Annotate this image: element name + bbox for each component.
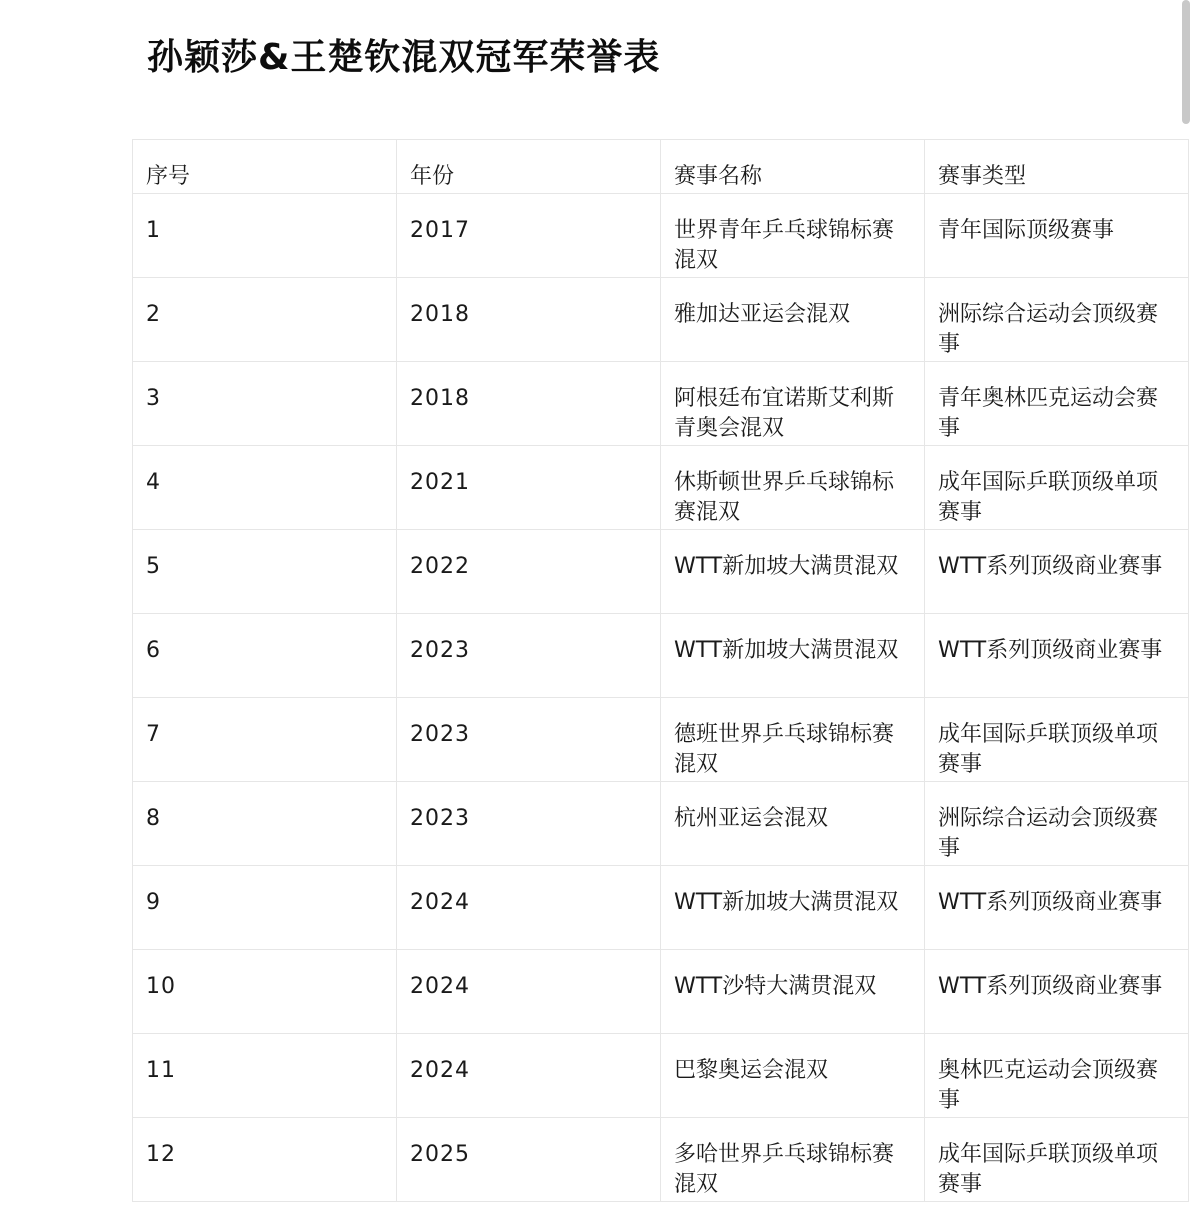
table-row (133, 194, 1189, 278)
cell-event-name: 世界青年乒乓球锦标赛混双 (661, 194, 925, 278)
cell-event-name: 雅加达亚运会混双 (661, 278, 925, 362)
scrollbar-thumb[interactable] (1182, 0, 1190, 124)
cell-year: 2024 (397, 950, 661, 1034)
cell-event-type: 青年奥林匹克运动会赛事 (925, 362, 1189, 446)
table-row (133, 614, 1189, 698)
cell-index: 6 (133, 614, 397, 698)
cell-event-type: 洲际综合运动会顶级赛事 (925, 782, 1189, 866)
cell-index: 1 (133, 194, 397, 278)
cell-event-name: WTT新加坡大满贯混双 (661, 614, 925, 698)
header-event-type: 赛事类型 (925, 140, 1189, 194)
cell-index: 7 (133, 698, 397, 782)
table-row (133, 866, 1189, 950)
cell-event-type: 成年国际乒联顶级单项赛事 (925, 698, 1189, 782)
cell-event-type: WTT系列顶级商业赛事 (925, 950, 1189, 1034)
cell-event-type: WTT系列顶级商业赛事 (925, 530, 1189, 614)
cell-event-name: WTT新加坡大满贯混双 (661, 866, 925, 950)
table-row (133, 950, 1189, 1034)
table-row (133, 782, 1189, 866)
cell-year: 2025 (397, 1118, 661, 1202)
cell-event-name: 杭州亚运会混双 (661, 782, 925, 866)
cell-event-type: 成年国际乒联顶级单项赛事 (925, 446, 1189, 530)
cell-event-type: WTT系列顶级商业赛事 (925, 614, 1189, 698)
cell-event-type: 青年国际顶级赛事 (925, 194, 1189, 278)
table-row (133, 278, 1189, 362)
table-row (133, 698, 1189, 782)
table-row (133, 362, 1189, 446)
cell-index: 3 (133, 362, 397, 446)
cell-event-name: 多哈世界乒乓球锦标赛混双 (661, 1118, 925, 1202)
cell-index: 5 (133, 530, 397, 614)
header-event-name: 赛事名称 (661, 140, 925, 194)
cell-year: 2018 (397, 362, 661, 446)
cell-event-type: 成年国际乒联顶级单项赛事 (925, 1118, 1189, 1202)
cell-index: 2 (133, 278, 397, 362)
cell-index: 12 (133, 1118, 397, 1202)
cell-year: 2023 (397, 698, 661, 782)
cell-year: 2023 (397, 614, 661, 698)
honors-table (132, 139, 1189, 1202)
table-row (133, 446, 1189, 530)
cell-event-type: 奥林匹克运动会顶级赛事 (925, 1034, 1189, 1118)
cell-event-name: 德班世界乒乓球锦标赛混双 (661, 698, 925, 782)
cell-year: 2018 (397, 278, 661, 362)
header-index: 序号 (133, 140, 397, 194)
cell-event-type: 洲际综合运动会顶级赛事 (925, 278, 1189, 362)
cell-event-type: WTT系列顶级商业赛事 (925, 866, 1189, 950)
cell-year: 2021 (397, 446, 661, 530)
table-row (133, 1034, 1189, 1118)
cell-year: 2023 (397, 782, 661, 866)
cell-year: 2017 (397, 194, 661, 278)
cell-index: 9 (133, 866, 397, 950)
cell-index: 8 (133, 782, 397, 866)
cell-event-name: 阿根廷布宜诺斯艾利斯青奥会混双 (661, 362, 925, 446)
header-year: 年份 (397, 140, 661, 194)
table-row (133, 530, 1189, 614)
cell-index: 10 (133, 950, 397, 1034)
cell-index: 4 (133, 446, 397, 530)
cell-event-name: 休斯顿世界乒乓球锦标赛混双 (661, 446, 925, 530)
cell-year: 2024 (397, 866, 661, 950)
cell-index: 11 (133, 1034, 397, 1118)
cell-event-name: 巴黎奥运会混双 (661, 1034, 925, 1118)
cell-year: 2022 (397, 530, 661, 614)
cell-year: 2024 (397, 1034, 661, 1118)
table-header-row (133, 140, 1189, 194)
cell-event-name: WTT新加坡大满贯混双 (661, 530, 925, 614)
honors-table-container (132, 139, 1187, 1202)
table-row (133, 1118, 1189, 1202)
cell-event-name: WTT沙特大满贯混双 (661, 950, 925, 1034)
page-title: 孙颖莎&王楚钦混双冠军荣誉表 (147, 37, 661, 78)
